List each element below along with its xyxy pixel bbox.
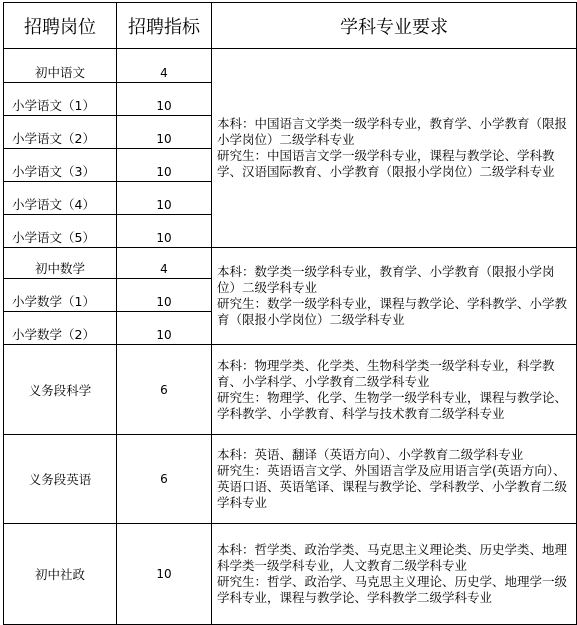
count-cell: 10 (117, 312, 212, 345)
table-row (4, 435, 577, 524)
position-cell: 小学语文（4） (4, 182, 117, 215)
position-cell: 小学语文（5） (4, 215, 117, 248)
position-cell: 小学数学（1） (4, 279, 117, 312)
position-cell: 小学语文（2） (4, 116, 117, 149)
header-position: 招聘岗位 (4, 3, 117, 49)
count-cell: 6 (117, 435, 212, 524)
count-cell: 4 (117, 49, 212, 83)
count-cell: 4 (117, 248, 212, 279)
count-cell: 10 (117, 116, 212, 149)
table-row (4, 49, 577, 83)
requirement-cell (212, 345, 577, 435)
requirement-grad: 研究生：英语语言文学、外国语言学及应用语言学(英语方向）、英语口语、英语笔译、课程与教学论、学科教学、小学教育二级学科专业 (217, 463, 568, 510)
requirement-undergrad: 本科：数学类一级学科专业，教育学、小学教育（限报小学岗位）二级学科专业 (217, 264, 555, 295)
position-cell: 小学语文（3） (4, 149, 117, 182)
count-cell: 10 (117, 215, 212, 248)
position-cell: 小学语文（1） (4, 83, 117, 116)
requirement-grad: 研究生：物理学、化学、生物学一级学科专业，课程与教学论、学科教学、小学教育、科学与技术教育二级学科专业 (217, 389, 568, 421)
requirement-cell (212, 524, 577, 625)
requirement-undergrad: 本科：哲学类、政治学类、马克思主义理论类、历史学类、地理科学类一级学科专业，人文教育二级学科专业 (217, 542, 568, 573)
header-requirement: 学科专业要求 (212, 3, 577, 49)
requirement-cell (212, 248, 577, 345)
count-cell: 6 (117, 345, 212, 435)
table-row (4, 524, 577, 625)
requirement-cell (212, 435, 577, 524)
requirement-undergrad: 本科：物理学类、化学类、生物科学类一级学科专业，科学教育、小学科学、小学教育二级学科专业 (217, 357, 555, 389)
table-row (4, 248, 577, 279)
count-cell: 10 (117, 182, 212, 215)
header-row (4, 3, 577, 49)
header-count: 招聘指标 (117, 3, 212, 49)
requirement-cell (212, 49, 577, 248)
requirement-grad: 研究生：数学一级学科专业，课程与教学论、学科教学、小学教育（限报小学岗位）二级学科专业 (217, 296, 568, 327)
position-cell: 义务段科学 (4, 345, 117, 435)
count-cell: 10 (117, 149, 212, 182)
count-cell: 10 (117, 83, 212, 116)
position-cell: 初中数学 (4, 248, 117, 279)
position-cell: 初中语文 (4, 49, 117, 83)
requirement-undergrad: 本科：英语、翻译（英语方向）、小学教育二级学科专业 (217, 447, 524, 462)
table-row (4, 345, 577, 435)
count-cell: 10 (117, 524, 212, 625)
requirement-grad: 研究生：中国语言文学一级学科专业，课程与教学论、学科教学、汉语国际教育、小学教育（限报小学岗位）二级学科专业 (217, 148, 555, 179)
position-cell: 初中社政 (4, 524, 117, 625)
requirement-grad: 研究生：哲学、政治学、马克思主义理论、历史学、地理学一级学科专业，课程与教学论、学科教学二级学科专业 (217, 574, 568, 605)
count-cell: 10 (117, 279, 212, 312)
requirement-undergrad: 本科：中国语言文学类一级学科专业，教育学、小学教育（限报小学岗位）二级学科专业 (217, 116, 568, 147)
position-cell: 义务段英语 (4, 435, 117, 524)
position-cell: 小学数学（2） (4, 312, 117, 345)
recruitment-table (3, 2, 577, 625)
